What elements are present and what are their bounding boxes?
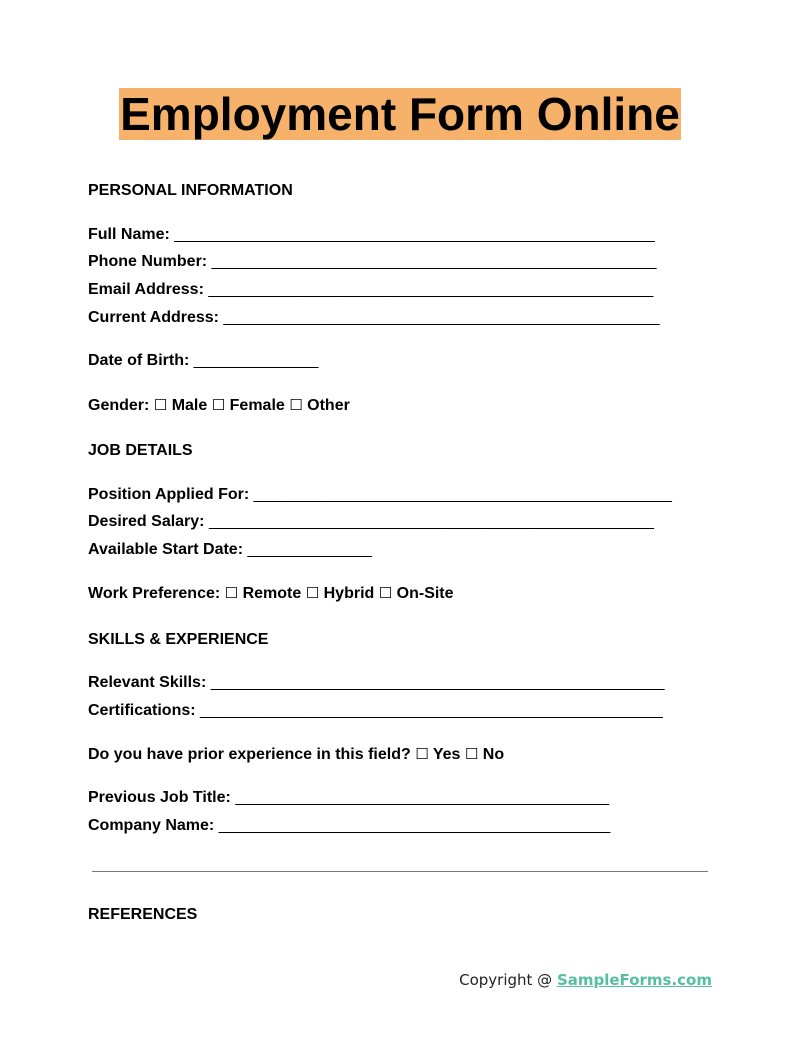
- start-date-label: Available Start Date:: [88, 541, 244, 558]
- pref-onsite-label: On-Site: [396, 585, 454, 602]
- certifications-label: Certifications:: [88, 702, 196, 719]
- salary-row: [88, 512, 654, 532]
- section-heading-references: REFERENCES: [88, 906, 198, 923]
- gender-label: Gender:: [88, 397, 150, 414]
- position-field[interactable]: _______________________________________________: [253, 486, 672, 503]
- phone-field[interactable]: __________________________________________________: [211, 253, 657, 270]
- prior-no-checkbox[interactable]: ☐: [464, 745, 479, 763]
- email-row: [88, 280, 653, 300]
- gender-row: [88, 395, 350, 416]
- section-divider: [92, 871, 708, 872]
- gender-female-checkbox[interactable]: ☐: [211, 396, 226, 414]
- pref-hybrid-checkbox[interactable]: ☐: [305, 584, 320, 602]
- prev-title-field[interactable]: __________________________________________: [235, 789, 610, 806]
- salary-label: Desired Salary:: [88, 513, 205, 530]
- skills-row: [88, 673, 665, 693]
- full-name-row: [88, 225, 655, 245]
- gender-male-checkbox[interactable]: ☐: [153, 396, 168, 414]
- certifications-row: [88, 701, 663, 721]
- prior-yes-label: Yes: [432, 746, 461, 763]
- skills-field[interactable]: ___________________________________________________: [210, 674, 665, 691]
- email-field[interactable]: __________________________________________________: [208, 281, 654, 298]
- full-name-field[interactable]: ______________________________________________________: [174, 226, 655, 243]
- skills-label: Relevant Skills:: [88, 674, 207, 691]
- dob-row: [88, 351, 318, 371]
- company-row: [88, 816, 610, 836]
- address-label: Current Address:: [88, 309, 219, 326]
- work-pref-label: Work Preference:: [88, 585, 221, 602]
- pref-hybrid-label: Hybrid: [323, 585, 375, 602]
- title-container: [0, 88, 805, 140]
- address-field[interactable]: _________________________________________________: [223, 309, 660, 326]
- company-label: Company Name:: [88, 817, 215, 834]
- gender-other-checkbox[interactable]: ☐: [289, 396, 303, 414]
- prev-title-label: Previous Job Title:: [88, 789, 231, 806]
- gender-other-label: Other: [307, 397, 350, 414]
- work-pref-row: [88, 583, 454, 604]
- start-date-field[interactable]: ______________: [247, 541, 373, 558]
- page-title: Employment Form Online: [120, 88, 680, 140]
- address-row: [88, 308, 659, 328]
- section-heading-job: JOB DETAILS: [88, 442, 193, 459]
- section-heading-skills: SKILLS & EXPERIENCE: [88, 631, 269, 648]
- section-heading-personal: PERSONAL INFORMATION: [88, 182, 293, 199]
- prior-yes-checkbox[interactable]: ☐: [415, 745, 429, 763]
- phone-label: Phone Number:: [88, 253, 208, 270]
- pref-onsite-checkbox[interactable]: ☐: [378, 584, 393, 602]
- copyright-text: Copyright @: [459, 971, 557, 989]
- prior-experience-label: Do you have prior experience in this field?: [88, 746, 411, 763]
- sampleforms-link[interactable]: SampleForms.com: [556, 971, 712, 989]
- start-date-row: [88, 540, 372, 560]
- position-label: Position Applied For:: [88, 486, 250, 503]
- email-label: Email Address:: [88, 281, 204, 298]
- gender-male-label: Male: [171, 397, 208, 414]
- dob-field[interactable]: ______________: [193, 352, 319, 369]
- certifications-field[interactable]: ____________________________________________________: [200, 702, 663, 719]
- prior-no-label: No: [482, 746, 505, 763]
- phone-row: [88, 252, 657, 272]
- gender-female-label: Female: [229, 397, 285, 414]
- dob-label: Date of Birth:: [88, 352, 190, 369]
- pref-remote-checkbox[interactable]: ☐: [224, 584, 239, 602]
- prev-title-row: [88, 788, 609, 808]
- pref-remote-label: Remote: [242, 585, 302, 602]
- salary-field[interactable]: __________________________________________________: [208, 513, 654, 530]
- position-row: [88, 485, 672, 505]
- prior-experience-row: [88, 744, 504, 765]
- footer-copyright: [459, 970, 712, 990]
- company-field[interactable]: ____________________________________________: [218, 817, 611, 834]
- full-name-label: Full Name:: [88, 226, 170, 243]
